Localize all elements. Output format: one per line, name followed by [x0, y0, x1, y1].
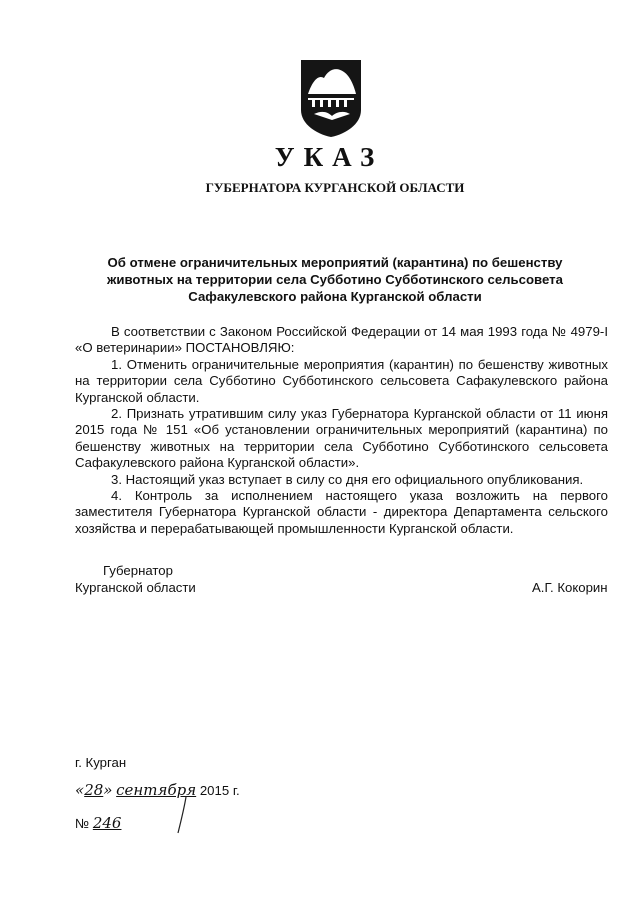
body-paragraph: 1. Отменить ограничительные мероприятия (карантин) по бешенству животных на территории села Субботино Субботинского сельсовета Сафакулевского района Курганской области.	[75, 356, 608, 405]
decree-heading	[90, 254, 580, 305]
body-paragraph: 4. Контроль за исполнением настоящего указа возложить на первого заместителя Губернатора Курганской области - директора Департамента сельского хозяйства и перерабатывающей промышленности Курганской области.	[75, 488, 608, 536]
document-number	[75, 814, 121, 832]
signatory-title-line: Курганской области	[75, 580, 196, 595]
decree-body	[75, 324, 608, 537]
body-paragraph: 2. Признать утратившим силу указ Губернатора Курганской области от 11 июня 2015 года № 151 «Об установлении ограничительных мероприятий (карантина) по бешенству животных на территории села Субботино Субботинского сельсовета Сафакулевского района Курганской области».	[75, 406, 608, 471]
handwritten-stroke-icon	[175, 795, 189, 835]
signatory-title-line: Губернатор	[103, 563, 173, 578]
date-month: сентября	[116, 781, 197, 799]
date-quote-open: «	[75, 781, 85, 799]
issue-date	[75, 781, 240, 799]
date-quote-close: »	[103, 781, 113, 799]
heading-line: Сафакулевского района Курганской области	[188, 289, 482, 304]
number-prefix: №	[75, 816, 90, 831]
coat-of-arms-icon	[298, 58, 364, 138]
heading-line: животных на территории села Субботино Субботинского сельсовета	[107, 272, 563, 287]
body-paragraph: В соответствии с Законом Российской Федерации от 14 мая 1993 года № 4979-I «О ветеринарии» ПОСТАНОВЛЯЮ:	[75, 324, 608, 356]
document-subtitle: ГУБЕРНАТОРА КУРГАНСКОЙ ОБЛАСТИ	[205, 180, 465, 195]
document-title: УКАЗ	[274, 142, 384, 172]
heading-line: Об отмене ограничительных мероприятий (карантина) по бешенству	[107, 255, 563, 270]
date-year: 2015 г.	[199, 783, 240, 798]
body-paragraph: 3. Настоящий указ вступает в силу со дня его официального опубликования.	[111, 471, 584, 487]
issue-city: г. Курган	[75, 755, 127, 770]
date-day: 28	[84, 781, 104, 799]
number-value: 246	[92, 814, 122, 832]
signatory-name: А.Г. Кокорин	[532, 580, 608, 595]
signatory-title	[75, 562, 196, 596]
